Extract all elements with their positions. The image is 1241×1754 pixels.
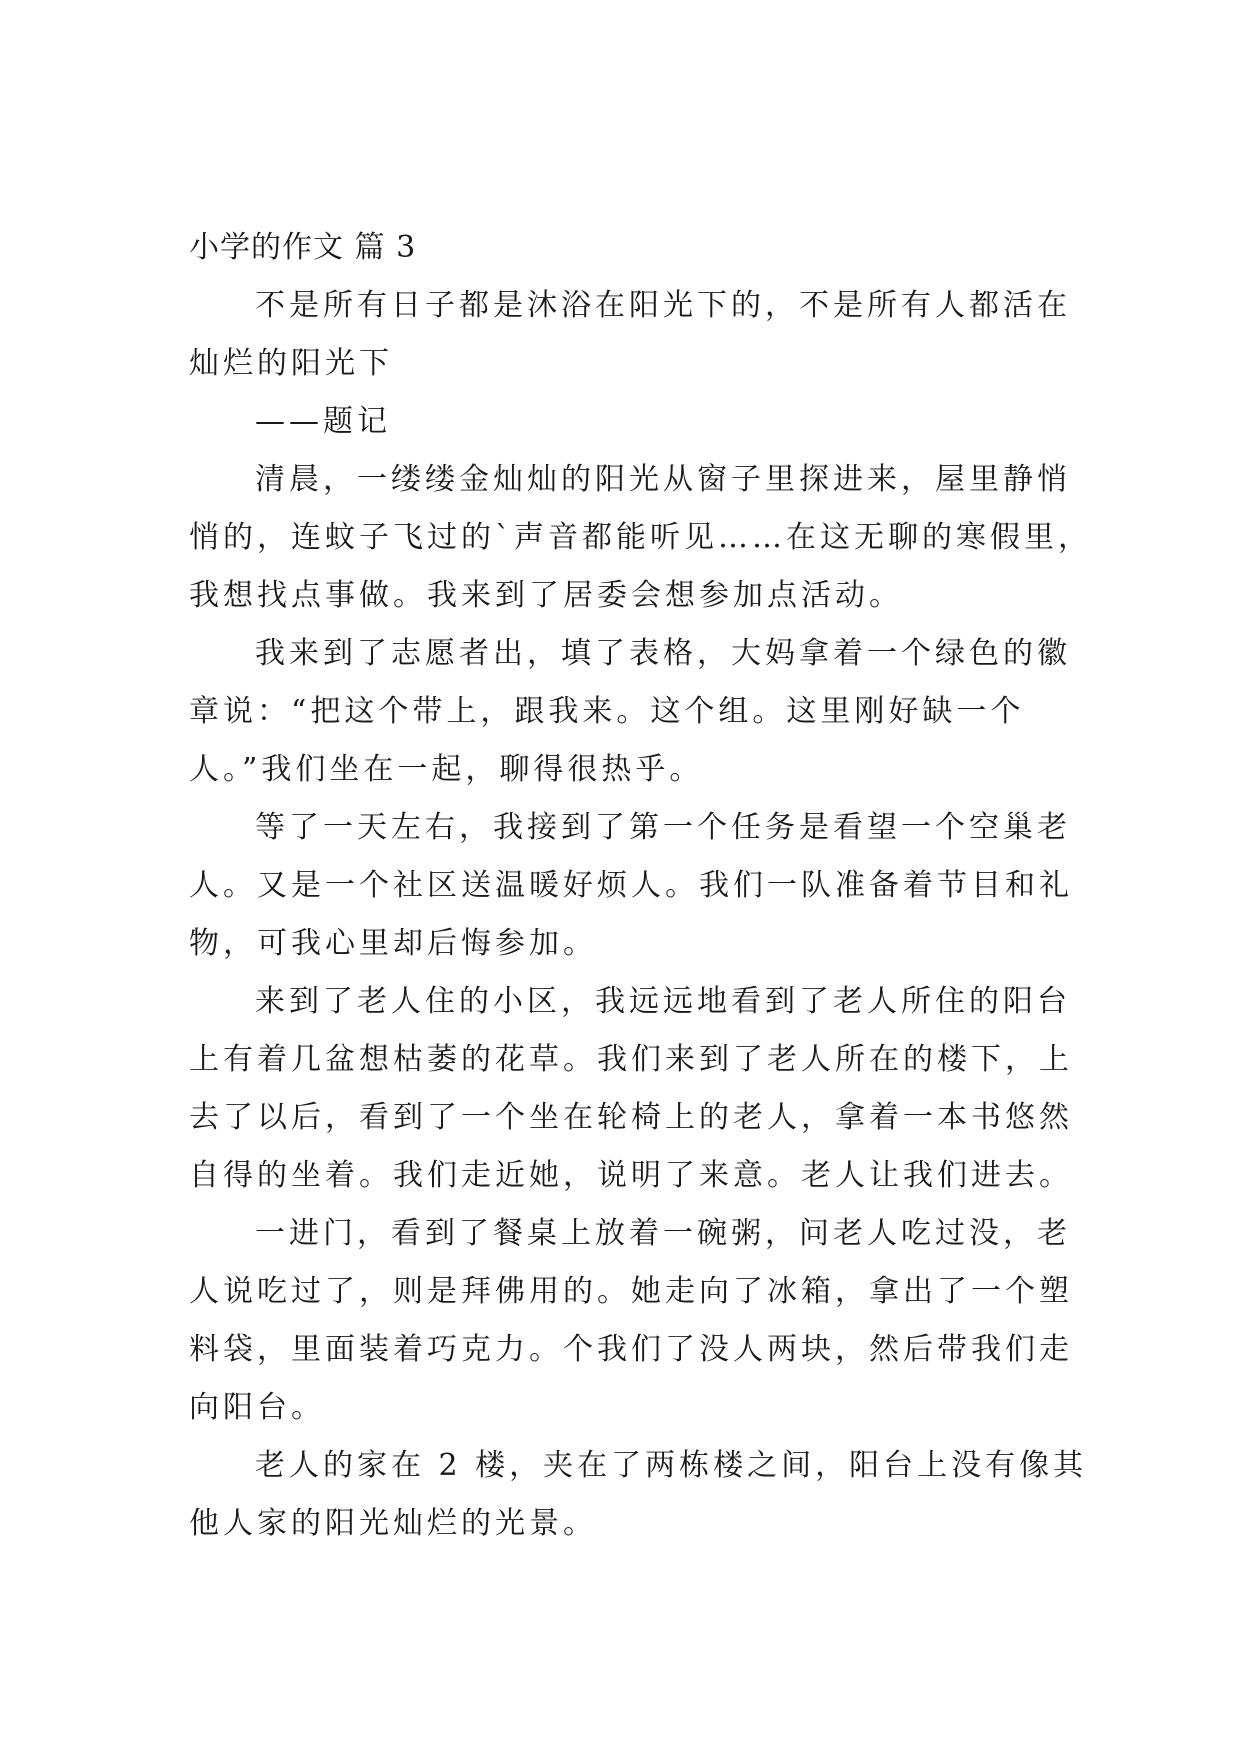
text-line: 去了以后，看到了一个坐在轮椅上的老人，拿着一本书悠然 <box>189 1100 1073 1135</box>
text-line: 章说：“把这个带上，跟我来。这个组。这里刚好缺一个 <box>189 694 1025 729</box>
text-line: 上有着几盆想枯萎的花草。我们来到了老人所在的楼下，上 <box>189 1042 1073 1077</box>
paragraph-epigraph-source <box>189 393 1051 451</box>
text-line: 等了一天左右，我接到了第一个任务是看望一个空巢老 <box>255 810 1071 845</box>
paragraph <box>189 973 1073 1205</box>
text-line: 来到了老人住的小区，我远远地看到了老人所住的阳台 <box>255 984 1071 1019</box>
paragraph <box>189 799 1073 973</box>
text-line: 我想找点事做。我来到了居委会想参加点活动。 <box>189 578 903 613</box>
text-line: 我来到了志愿者出，填了表格，大妈拿着一个绿色的徽 <box>255 636 1071 671</box>
text-line: 灿烂的阳光下 <box>189 346 393 381</box>
text-line: 不是所有日子都是沐浴在阳光下的，不是所有人都活在 <box>255 288 1071 323</box>
document-title: 小学的作文 篇 3 <box>189 230 417 265</box>
paragraph <box>189 1205 1073 1437</box>
text-line: 悄的，连蚊子飞过的`声音都能听见……在这无聊的寒假里， <box>189 520 1092 555</box>
paragraph <box>189 1437 1088 1553</box>
text-line: ——题记 <box>255 404 391 439</box>
text-line: 人说吃过了，则是拜佛用的。她走向了冰箱，拿出了一个塑 <box>189 1274 1073 1309</box>
document-body <box>189 219 1092 1553</box>
text-line: 人。又是一个社区送温暖好烦人。我们一队准备着节目和礼 <box>189 868 1073 903</box>
text-line: 物，可我心里却后悔参加。 <box>189 926 597 961</box>
text-line: 一进门，看到了餐桌上放着一碗粥，问老人吃过没，老 <box>255 1216 1071 1251</box>
text-line: 向阳台。 <box>189 1390 325 1425</box>
text-line: 人。”我们坐在一起，聊得很热乎。 <box>189 752 704 787</box>
text-line: 自得的坐着。我们走近她，说明了来意。老人让我们进去。 <box>189 1158 1073 1193</box>
text-line: 老人的家在 2 楼，夹在了两栋楼之间，阳台上没有像其 <box>255 1448 1088 1483</box>
paragraph <box>189 625 1071 799</box>
paragraph-epigraph <box>189 277 1071 393</box>
text-line: 他人家的阳光灿烂的光景。 <box>189 1506 597 1541</box>
text-line: 料袋，里面装着巧克力。个我们了没人两块，然后带我们走 <box>189 1332 1073 1367</box>
text-line: 清晨，一缕缕金灿灿的阳光从窗子里探进来，屋里静悄 <box>255 462 1071 497</box>
paragraph <box>189 451 1092 625</box>
